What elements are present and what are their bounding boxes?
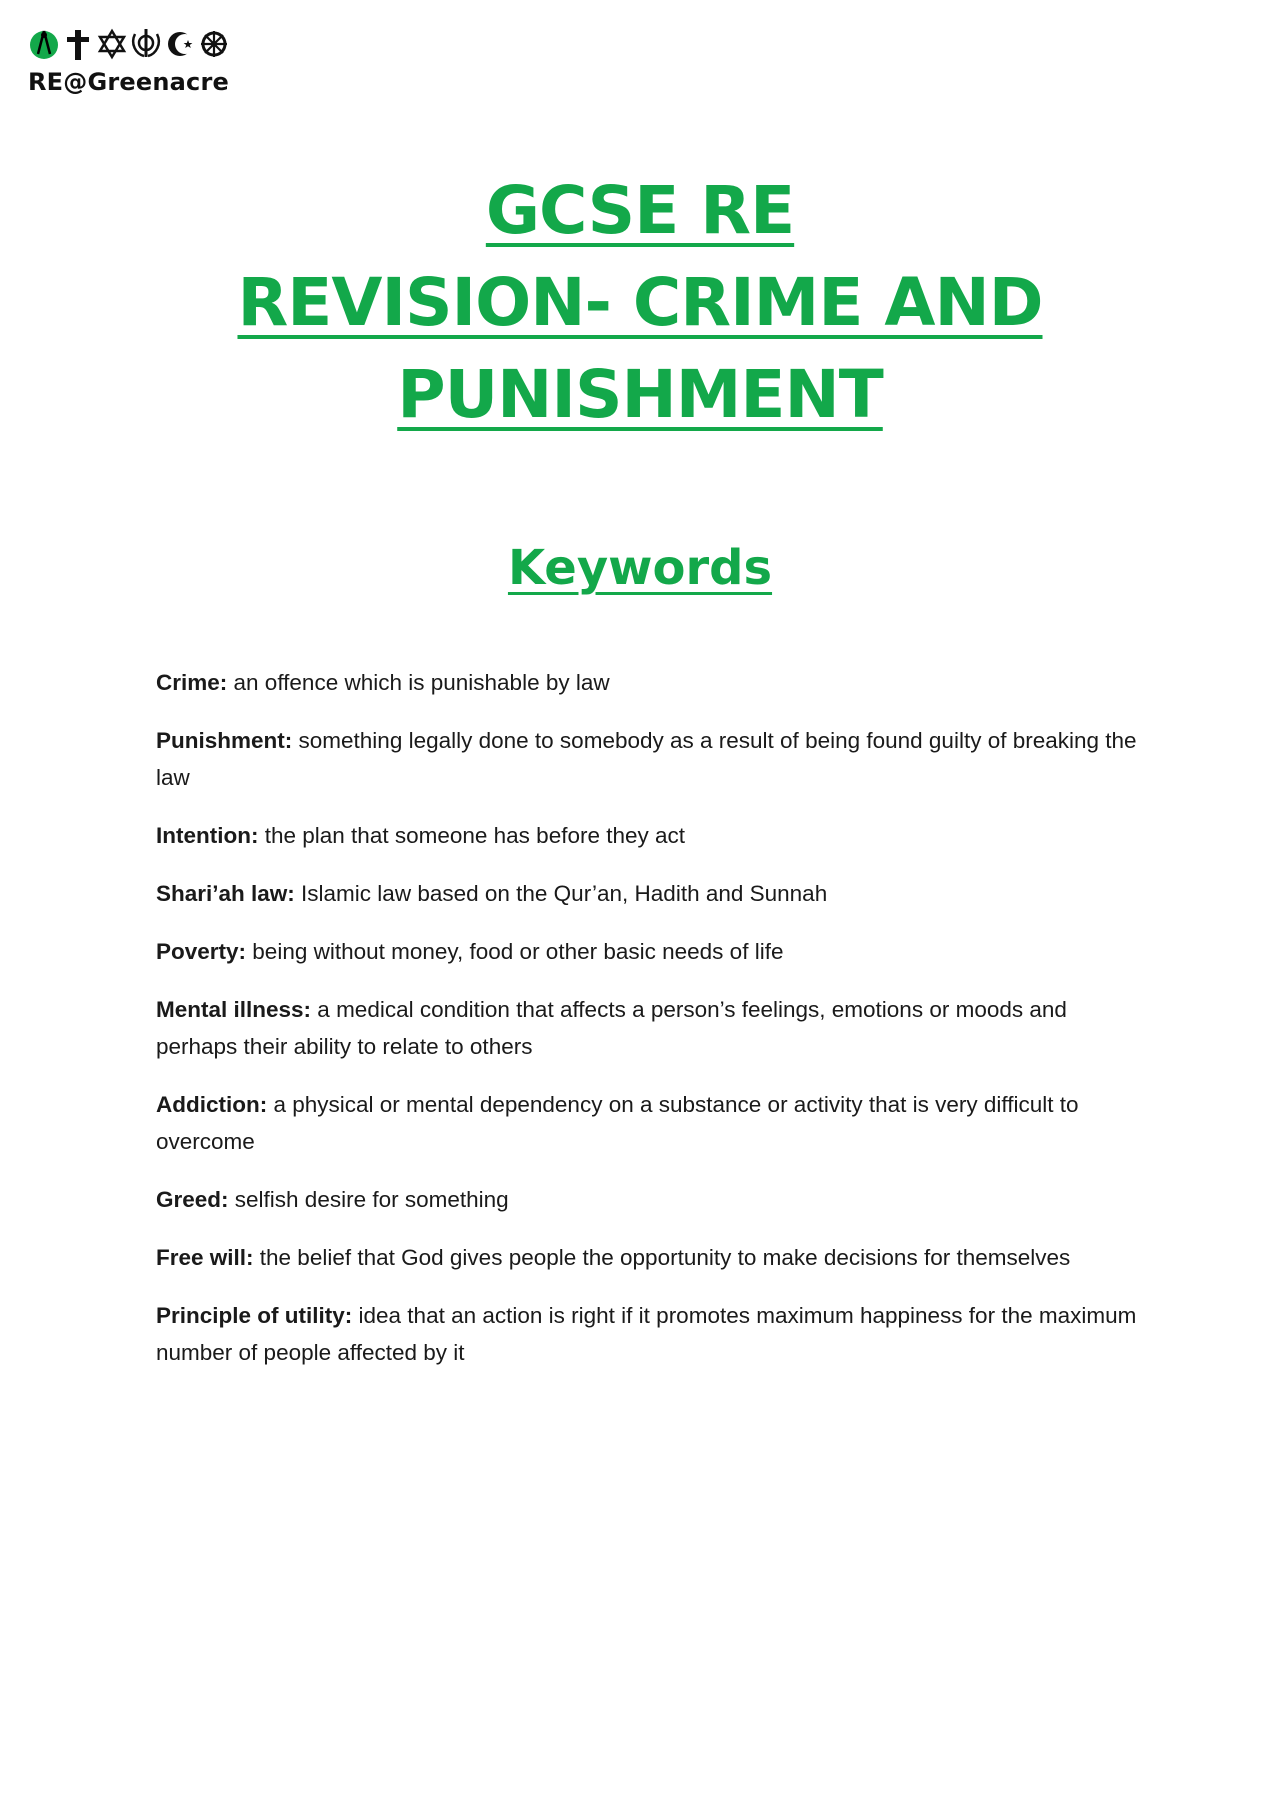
keyword-definition: being without money, food or other basic needs of life — [246, 939, 784, 964]
keyword-item — [156, 664, 1146, 701]
keyword-item — [156, 1181, 1146, 1218]
khanda-icon — [130, 26, 162, 62]
cross-icon — [62, 26, 94, 62]
keyword-definition: an offence which is punishable by law — [227, 670, 610, 695]
keyword-term: Shari’ah law: — [156, 881, 295, 906]
dharma-wheel-icon — [198, 26, 230, 62]
keyword-item — [156, 875, 1146, 912]
title-line-3: PUNISHMENT — [397, 356, 883, 433]
keyword-definition: the belief that God gives people the opportunity to make decisions for themselves — [253, 1245, 1071, 1270]
keyword-term: Free will: — [156, 1245, 254, 1270]
star-of-david-icon — [96, 26, 128, 62]
keyword-item — [156, 817, 1146, 854]
keyword-item — [156, 722, 1146, 796]
keyword-item — [156, 1297, 1146, 1371]
keyword-item — [156, 991, 1146, 1065]
keyword-term: Mental illness: — [156, 997, 312, 1022]
keyword-term: Crime: — [156, 670, 228, 695]
faith-symbols — [28, 22, 238, 66]
keyword-definition: selfish desire for something — [228, 1187, 509, 1212]
keyword-term: Poverty: — [156, 939, 247, 964]
keyword-term: Intention: — [156, 823, 259, 848]
keyword-definition: the plan that someone has before they act — [258, 823, 686, 848]
title-line-1: GCSE RE — [485, 172, 795, 249]
humanist-icon — [28, 26, 60, 62]
title-line-2: REVISION- CRIME AND — [237, 264, 1043, 341]
keyword-definition: a medical condition that affects a person’s feelings, emotions or moods and perhaps their ability to relate to others — [156, 997, 1067, 1059]
page-title — [0, 165, 1280, 441]
keyword-term: Punishment: — [156, 728, 293, 753]
keyword-definition: idea that an action is right if it promotes maximum happiness for the maximum number of people affected by it — [156, 1303, 1137, 1365]
keyword-term: Principle of utility: — [156, 1303, 353, 1328]
keyword-term: Addiction: — [156, 1092, 268, 1117]
keywords-heading: Keywords — [507, 540, 773, 596]
keyword-list — [156, 664, 1146, 1392]
keyword-definition: a physical or mental dependency on a substance or activity that is very difficult to overcome — [156, 1092, 1079, 1154]
keyword-definition: Islamic law based on the Qur’an, Hadith and Sunnah — [294, 881, 828, 906]
logo — [28, 22, 238, 96]
brand-name: RE@Greenacre — [28, 68, 229, 96]
keywords-heading-wrap — [0, 540, 1280, 596]
keyword-item — [156, 1086, 1146, 1160]
keyword-definition: something legally done to somebody as a result of being found guilty of breaking the law — [156, 728, 1137, 790]
keyword-term: Greed: — [156, 1187, 229, 1212]
keyword-item — [156, 1239, 1146, 1276]
keyword-item — [156, 933, 1146, 970]
crescent-star-icon — [164, 26, 196, 62]
